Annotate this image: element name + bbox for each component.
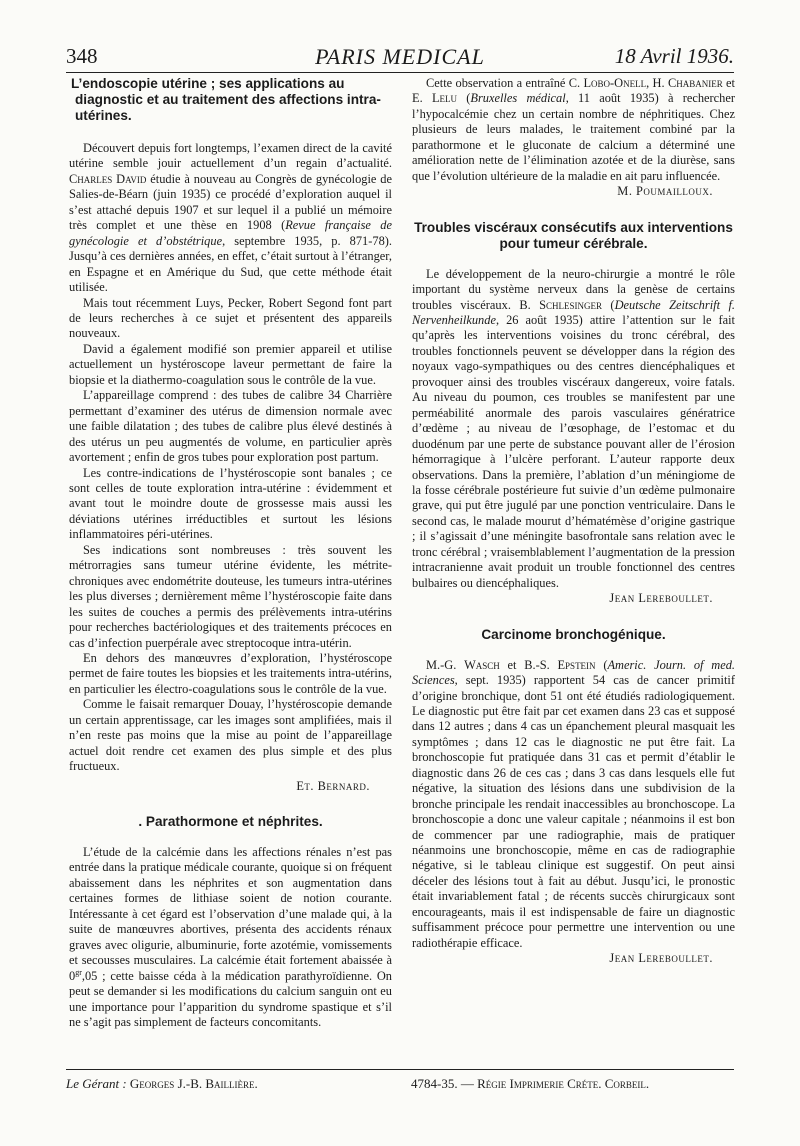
author-signature: Jean Lereboullet. xyxy=(609,951,713,966)
paragraph: L’appareillage comprend : des tubes de calibre 34 Charrière permettant d’examiner des utérus de dimension normale avec une faible dilatation ; des tubes de calibre plus élevé destinés à des utérus un peu augmentés de volume, en particulier après avortement ; enfin de gros tubes pour exploration post partum. xyxy=(69,388,392,465)
journal-ref: Americ. Journ. of med. Sciences xyxy=(412,657,735,688)
printer-credit: 4784-35. — Régie Imprimerie Créte. Corbeil. xyxy=(411,1076,650,1091)
author-signature: Et. Bernard. xyxy=(296,778,370,793)
journal-ref: Bruxelles médical xyxy=(470,91,566,106)
footer-rule xyxy=(66,1069,734,1070)
author-name: Lelu xyxy=(431,91,458,106)
header-rule xyxy=(66,72,734,73)
paragraph: M.-G. Wasch et B.-S. Epstein (Americ. Journ. of med. Sciences, sept. 1935) rapportent 54 cas de cancer primitif d’origine bronchique, dont 51 ont été étudiés radiologiquement. Le diagnostic put être fait par cet examen dans 23 cas et supposé dans 12 autres ; dans 4 cas un épanchement pleural masquait les symptômes ; dans 12 cas le diagnostic ne put être fait. La bronchoscopie fut pratiquée dans 31 cas et permit d’établir le diagnostic dans 26 de ces cas ; dans 3 cas dans lesquels elle fut négative, la situation des lésions dans une subdivision de la bronche principale les rendait inaccessibles au bronchoscope. La bronchoscopie a donc une valeur capitale ; néanmoins il est bon de commencer par une radiographie, mais de pratiquer néanmoins une bronchoscopie, même en cas de radiographie négative, si le tableau clinique est suggestif. On peut ainsi déceler des lésions tout à fait au début. Jusqu’ici, le pronostic était invariablement fatal ; de récents succès chirurgicaux sont encourageants, mais il est indispensable de faire un diagnostic suffisamment précoce pour permettre une intervention ou une radiothérapie efficace. xyxy=(412,657,735,950)
article-title-troubles: Troubles viscéraux consécutifs aux interventions pour tumeur cérébrale. xyxy=(414,219,733,251)
author-name: Epstein xyxy=(557,657,596,672)
paragraph: Cette observation a entraîné C. Lobo-Onell, H. Chabanier et E. Lelu (Bruxelles médical, 11 août 1935) à rechercher l’hypocalcémie chez un certain nombre de néphritiques. Chez plusieurs de leurs malades, le traitement combiné par la parathormone et le gluconate de calcium a déterminé une amélioration nette de l’élimination azotée et de la diurèse, sans que l’évolution ultérieure de la maladie en ait paru influencée. xyxy=(412,76,736,183)
paragraph: En dehors des manœuvres d’exploration, l’hystéroscope permet de faire toutes les biopsies et les traitements intra-utérins, en particulier les électro-coagulations sous le contrôle de la vue. xyxy=(69,650,392,696)
paragraph: Le développement de la neuro-chirurgie a montré le rôle important du système nerveux dans la genèse de certains troubles viscéraux. B. Schlesinger (Deutsche Zeitschrift f. Nervenheilkunde, 26 août 1935) attire l’attention sur le fait qu’après les interventions voisines du tronc cérébral, des troubles fonctionnels peuvent se développer dans la région des noyaux vago-sympathiques ou des centres diencéphaliques et provoquer ainsi des troubles viscéraux dangereux, voire fatals. Au niveau du poumon, ces troubles se manifestent par une perméabilité anormale des parois vasculaires génératrice d’œdème ; au niveau de l’œsophage, de l’estomac et du duodénum par une perte de substance pouvant aller de l’érosion hémorragique à l’ulcère perforant. L’auteur rapporte deux observations. Dans la première, l’ablation d’un méningiome de la fosse cérébrale postérieure fut suivie d’un œdème pulmonaire grave, qui put être jugulé par une ponction ventriculaire. Dans le second cas, le malade mourut d’hématémèse d’origine gastrique ; il s’agissait d’une méningite basofrontale sans relation avec le tronc cérébral ; vraisemblablement l’augmentation de la pression intracranienne avait produit un trouble fonctionnel des centres bulbaires ou diencéphaliques. xyxy=(412,266,735,590)
paragraph: David a également modifié son premier appareil et utilise actuellement un hystéroscope laveur permettant de faire la biopsie et la diathermo-coagulation sous le contrôle de la vue. xyxy=(69,341,392,387)
issue-date: 18 Avril 1936. xyxy=(614,44,734,68)
paragraph: Découvert depuis fort longtemps, l’examen direct de la cavité utérine semble jouir actuellement d’un regain d’actualité. Charles David étudie à nouveau au Congrès de gynécologie de Salies-de-Béarn (juin 1935) ce procédé d’exploration auquel il s’est attaché depuis 1907 et sur lequel il a publié un mémoire très complet et une thèse en 1908 (Revue française de gynécologie et d’obstétrique, septembre 1935, p. 871-78). Jusqu’à ces dernières années, en effet, c’était surtout à l’étranger, en Espagne et en Amérique du Sud, que cette méthode était utilisée. xyxy=(69,141,392,295)
article-title-parathormone: . Parathormone et néphrites. xyxy=(138,814,323,830)
journal-title: PARIS MEDICAL xyxy=(315,44,485,69)
page-footer xyxy=(66,1069,734,1099)
running-header xyxy=(66,44,734,72)
author-name: Schlesinger xyxy=(539,297,603,312)
left-column xyxy=(69,76,392,1030)
author-name: Charles David xyxy=(69,171,147,186)
page-number: 348 xyxy=(66,44,98,68)
paragraph: Les contre-indications de l’hystéroscopie sont banales ; ce sont celles de toute exploration intra-utérine : évidemment et avant tout le moindre doute de grossesse mais aussi les déviations utérines irréductibles et surtout les lésions inflammatoires péri-utérines. xyxy=(69,465,392,542)
paragraph: Mais tout récemment Luys, Pecker, Robert Segond font part de leurs recherches à ce sujet et présentent des appareils nouveaux. xyxy=(69,295,392,341)
manager-credit: Le Gérant : Georges J.-B. Baillière. xyxy=(66,1076,258,1091)
author-signature: M. Poumailloux. xyxy=(617,184,713,199)
journal-ref: Revue française de gynécologie et d’obstétrique xyxy=(69,218,392,248)
paragraph: Comme le faisait remarquer Douay, l’hystéroscopie demande un certain apprentissage, car les images sont amplifiées, mais il n’en reste pas moins que la mise au point de l’appareillage actuel doit rendre cet examen des plus simple et des plus fructueux. xyxy=(69,697,392,774)
article-title-endoscopie: L’endoscopie utérine ; ses applications au diagnostic et au traitement des affections intra-utérines. xyxy=(71,76,381,123)
author-name: Chabanier xyxy=(667,76,723,90)
article-title-carcinome: Carcinome bronchogénique. xyxy=(481,626,666,642)
author-name: Wasch xyxy=(464,657,500,672)
paragraph: L’étude de la calcémie dans les affections rénales n’est pas entrée dans la pratique médicale courante, quoique si on fréquent abaissement dans les néphrites et son augmentation dans certaines formes de lithiase soient de notion courante. Intéressante à cet égard est l’observation d’une malade qui, à la suite de manœuvres abortives, présenta des accidents rénaux graves avec oligurie, albuminurie, forte azotémie, vomissements et secousses musculaires. La calcémie était fortement abaissée à $0^{gr},05$ ; cette baisse céda à la médication parathyroïdienne. On peut se demander si les modifications du calcium sanguin ont eu une importance pour l’apparition du syndrome spastique et s’il ne s’agit pas simplement de facteurs concomitants. xyxy=(69,845,392,1030)
author-name: Lobo-Onell xyxy=(583,76,647,90)
right-column xyxy=(412,76,735,967)
journal-ref: Deutsche Zeitschrift f. Nervenheilkunde xyxy=(412,297,735,327)
paragraph: Ses indications sont nombreuses : très souvent les métrorragies sans tumeur utérine évidente, les métrite-chroniques avec endométrite douteuse, les tumeurs intra-utérines les plus diverses ; dernièrement même l’hystéroscopie faite dans les suites de couches a permis des prélèvements intra-utérins pour recherches bactériologiques et des traitements précoces en cas d’infection puerpérale avec streptocoque intra-utérin. xyxy=(69,542,392,650)
author-signature: Jean Lereboullet. xyxy=(609,591,713,606)
